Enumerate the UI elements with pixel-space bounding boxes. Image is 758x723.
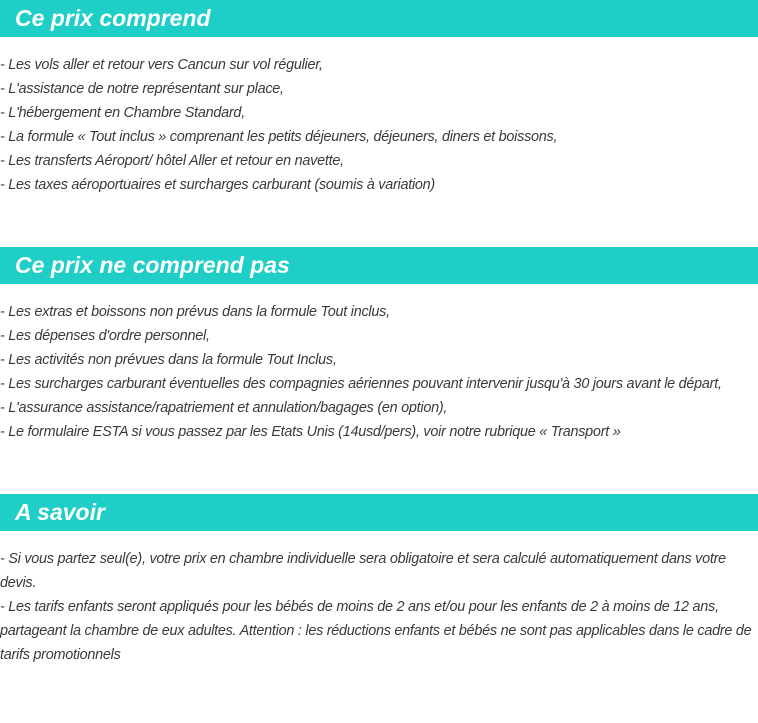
section-title: Ce prix comprend xyxy=(15,5,211,31)
list-item: - La formule « Tout inclus » comprenant les petits déjeuners, déjeuners, diners et boissons, xyxy=(0,129,558,145)
price-includes-list xyxy=(0,53,758,197)
list-item: - L'assistance de notre représentant sur place, xyxy=(0,81,284,97)
list-item: - Si vous partez seul(e), votre prix en chambre individuelle sera obligatoire et sera calculé automatiquement dans votre devis. xyxy=(0,551,726,591)
section-title: Ce prix ne comprend pas xyxy=(15,252,290,278)
list-item: - Les vols aller et retour vers Cancun sur vol régulier, xyxy=(0,57,323,73)
list-item: - Les tarifs enfants seront appliqués pour les bébés de moins de 2 ans et/ou pour les enfants de 2 à moins de 12 ans, partageant la chambre de eux adultes. Attention : les réductions enfants et bébés ne sont pas applicables dans le cadre de tarifs promotionnels xyxy=(0,599,752,663)
list-item: - L'hébergement en Chambre Standard, xyxy=(0,105,245,121)
list-item: - Les dépenses d'ordre personnel, xyxy=(0,328,210,344)
price-excludes-list xyxy=(0,300,758,444)
section-header-price-excludes xyxy=(0,247,758,284)
list-item: - L'assurance assistance/rapatriement et annulation/bagages (en option), xyxy=(0,400,448,416)
list-item: - Les taxes aéroportuaires et surcharges carburant (soumis à variation) xyxy=(0,177,435,193)
list-item: - Les surcharges carburant éventuelles des compagnies aériennes pouvant intervenir jusqu'à 30 jours avant le départ, xyxy=(0,376,722,392)
list-item: - Le formulaire ESTA si vous passez par les Etats Unis (14usd/pers), voir notre rubrique « Transport » xyxy=(0,424,621,440)
list-item: - Les extras et boissons non prévus dans la formule Tout inclus, xyxy=(0,304,390,320)
section-header-good-to-know xyxy=(0,494,758,531)
section-header-price-includes xyxy=(0,0,758,37)
list-item: - Les transferts Aéroport/ hôtel Aller et retour en navette, xyxy=(0,153,344,169)
list-item: - Les activités non prévues dans la formule Tout Inclus, xyxy=(0,352,337,368)
good-to-know-list xyxy=(0,547,758,667)
section-title: A savoir xyxy=(15,499,105,525)
